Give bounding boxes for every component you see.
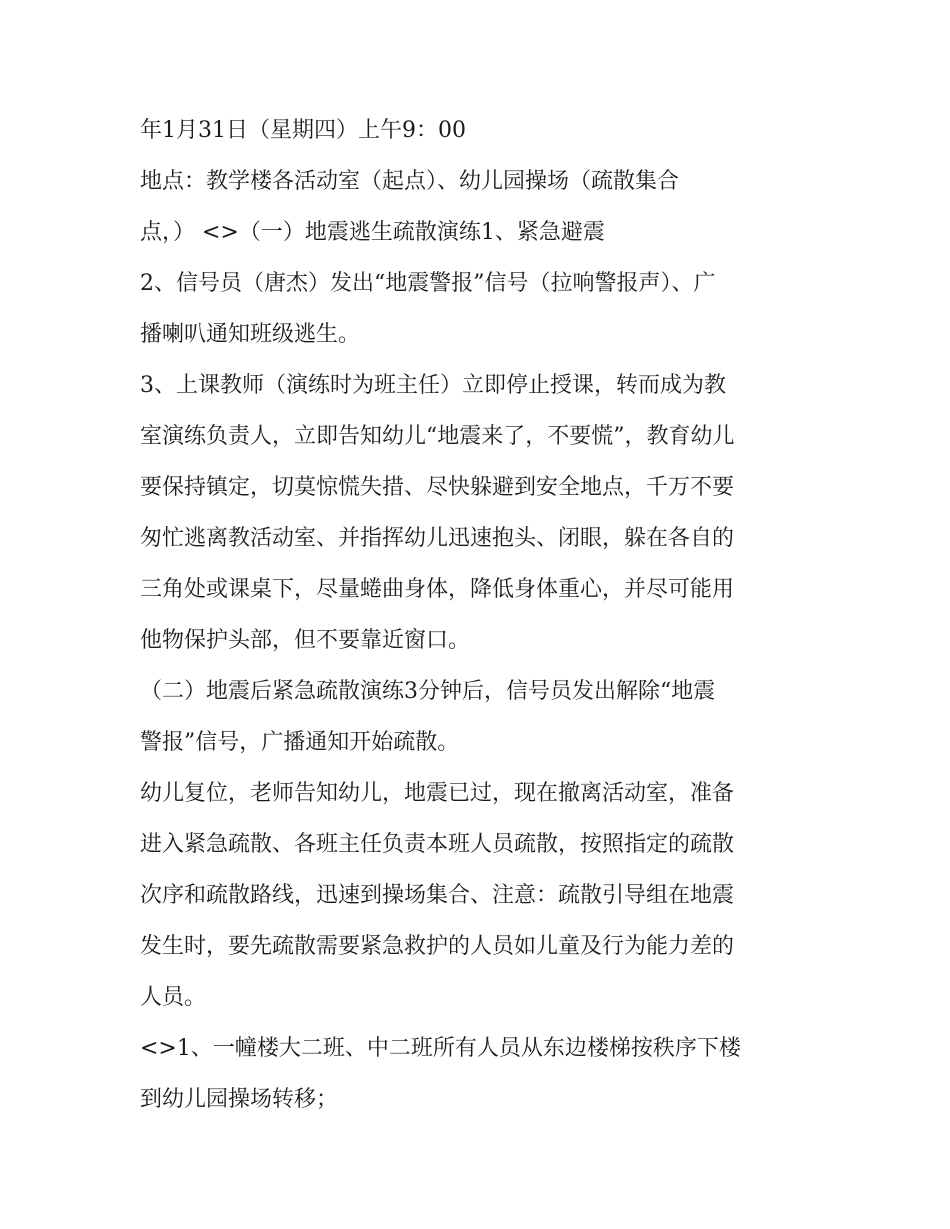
text-line: 幼儿复位，老师告知幼儿，地震已过，现在撤离活动室，准备 (140, 781, 735, 806)
text-line: 播喇叭通知班级逃生。 (140, 322, 361, 347)
text-line: 点，） <>（一）地震逃生疏散演练1、紧急避震 (140, 220, 605, 245)
text-line: 他物保护头部，但不要靠近窗口。 (140, 628, 471, 653)
text-line: 次序和疏散路线，迅速到操场集合、注意：疏散引导组在地震 (140, 883, 735, 908)
text-line-location: 地点：教学楼各活动室（起点）、幼儿园操场（疏散集合 (140, 169, 680, 194)
text-line: 室演练负责人，立即告知幼儿“地震来了，不要慌”，教育幼儿 (140, 424, 735, 449)
text-line: 匆忙逃离教活动室、并指挥幼儿迅速抱头、闭眼，躲在各自的 (140, 526, 735, 551)
text-line: 2、信号员（唐杰）发出“地震警报”信号（拉响警报声）、广 (140, 271, 716, 296)
text-line: 发生时，要先疏散需要紧急救护的人员如儿童及行为能力差的 (140, 934, 735, 959)
text-line: 进入紧急疏散、各班主任负责本班人员疏散，按照指定的疏散 (140, 832, 735, 857)
text-line: 人员。 (140, 985, 207, 1010)
text-line: 到幼儿园操场转移； (140, 1087, 339, 1112)
document-body (140, 105, 820, 1125)
text-line: 警报”信号，广播通知开始疏散。 (140, 730, 460, 755)
text-line: 三角处或课桌下，尽量蜷曲身体，降低身体重心，并尽可能用 (140, 577, 735, 602)
text-line: <>1、一幢楼大二班、中二班所有人员从东边楼梯按秩序下楼 (140, 1036, 741, 1061)
text-line: （二）地震后紧急疏散演练3分钟后，信号员发出解除“地震 (140, 679, 716, 704)
text-line-date: 年1月31日（星期四）上午9：00 (140, 118, 466, 143)
text-line: 要保持镇定，切莫惊慌失措、尽快躲避到安全地点，千万不要 (140, 475, 735, 500)
text-line: 3、上课教师（演练时为班主任）立即停止授课，转而成为教 (140, 373, 726, 398)
